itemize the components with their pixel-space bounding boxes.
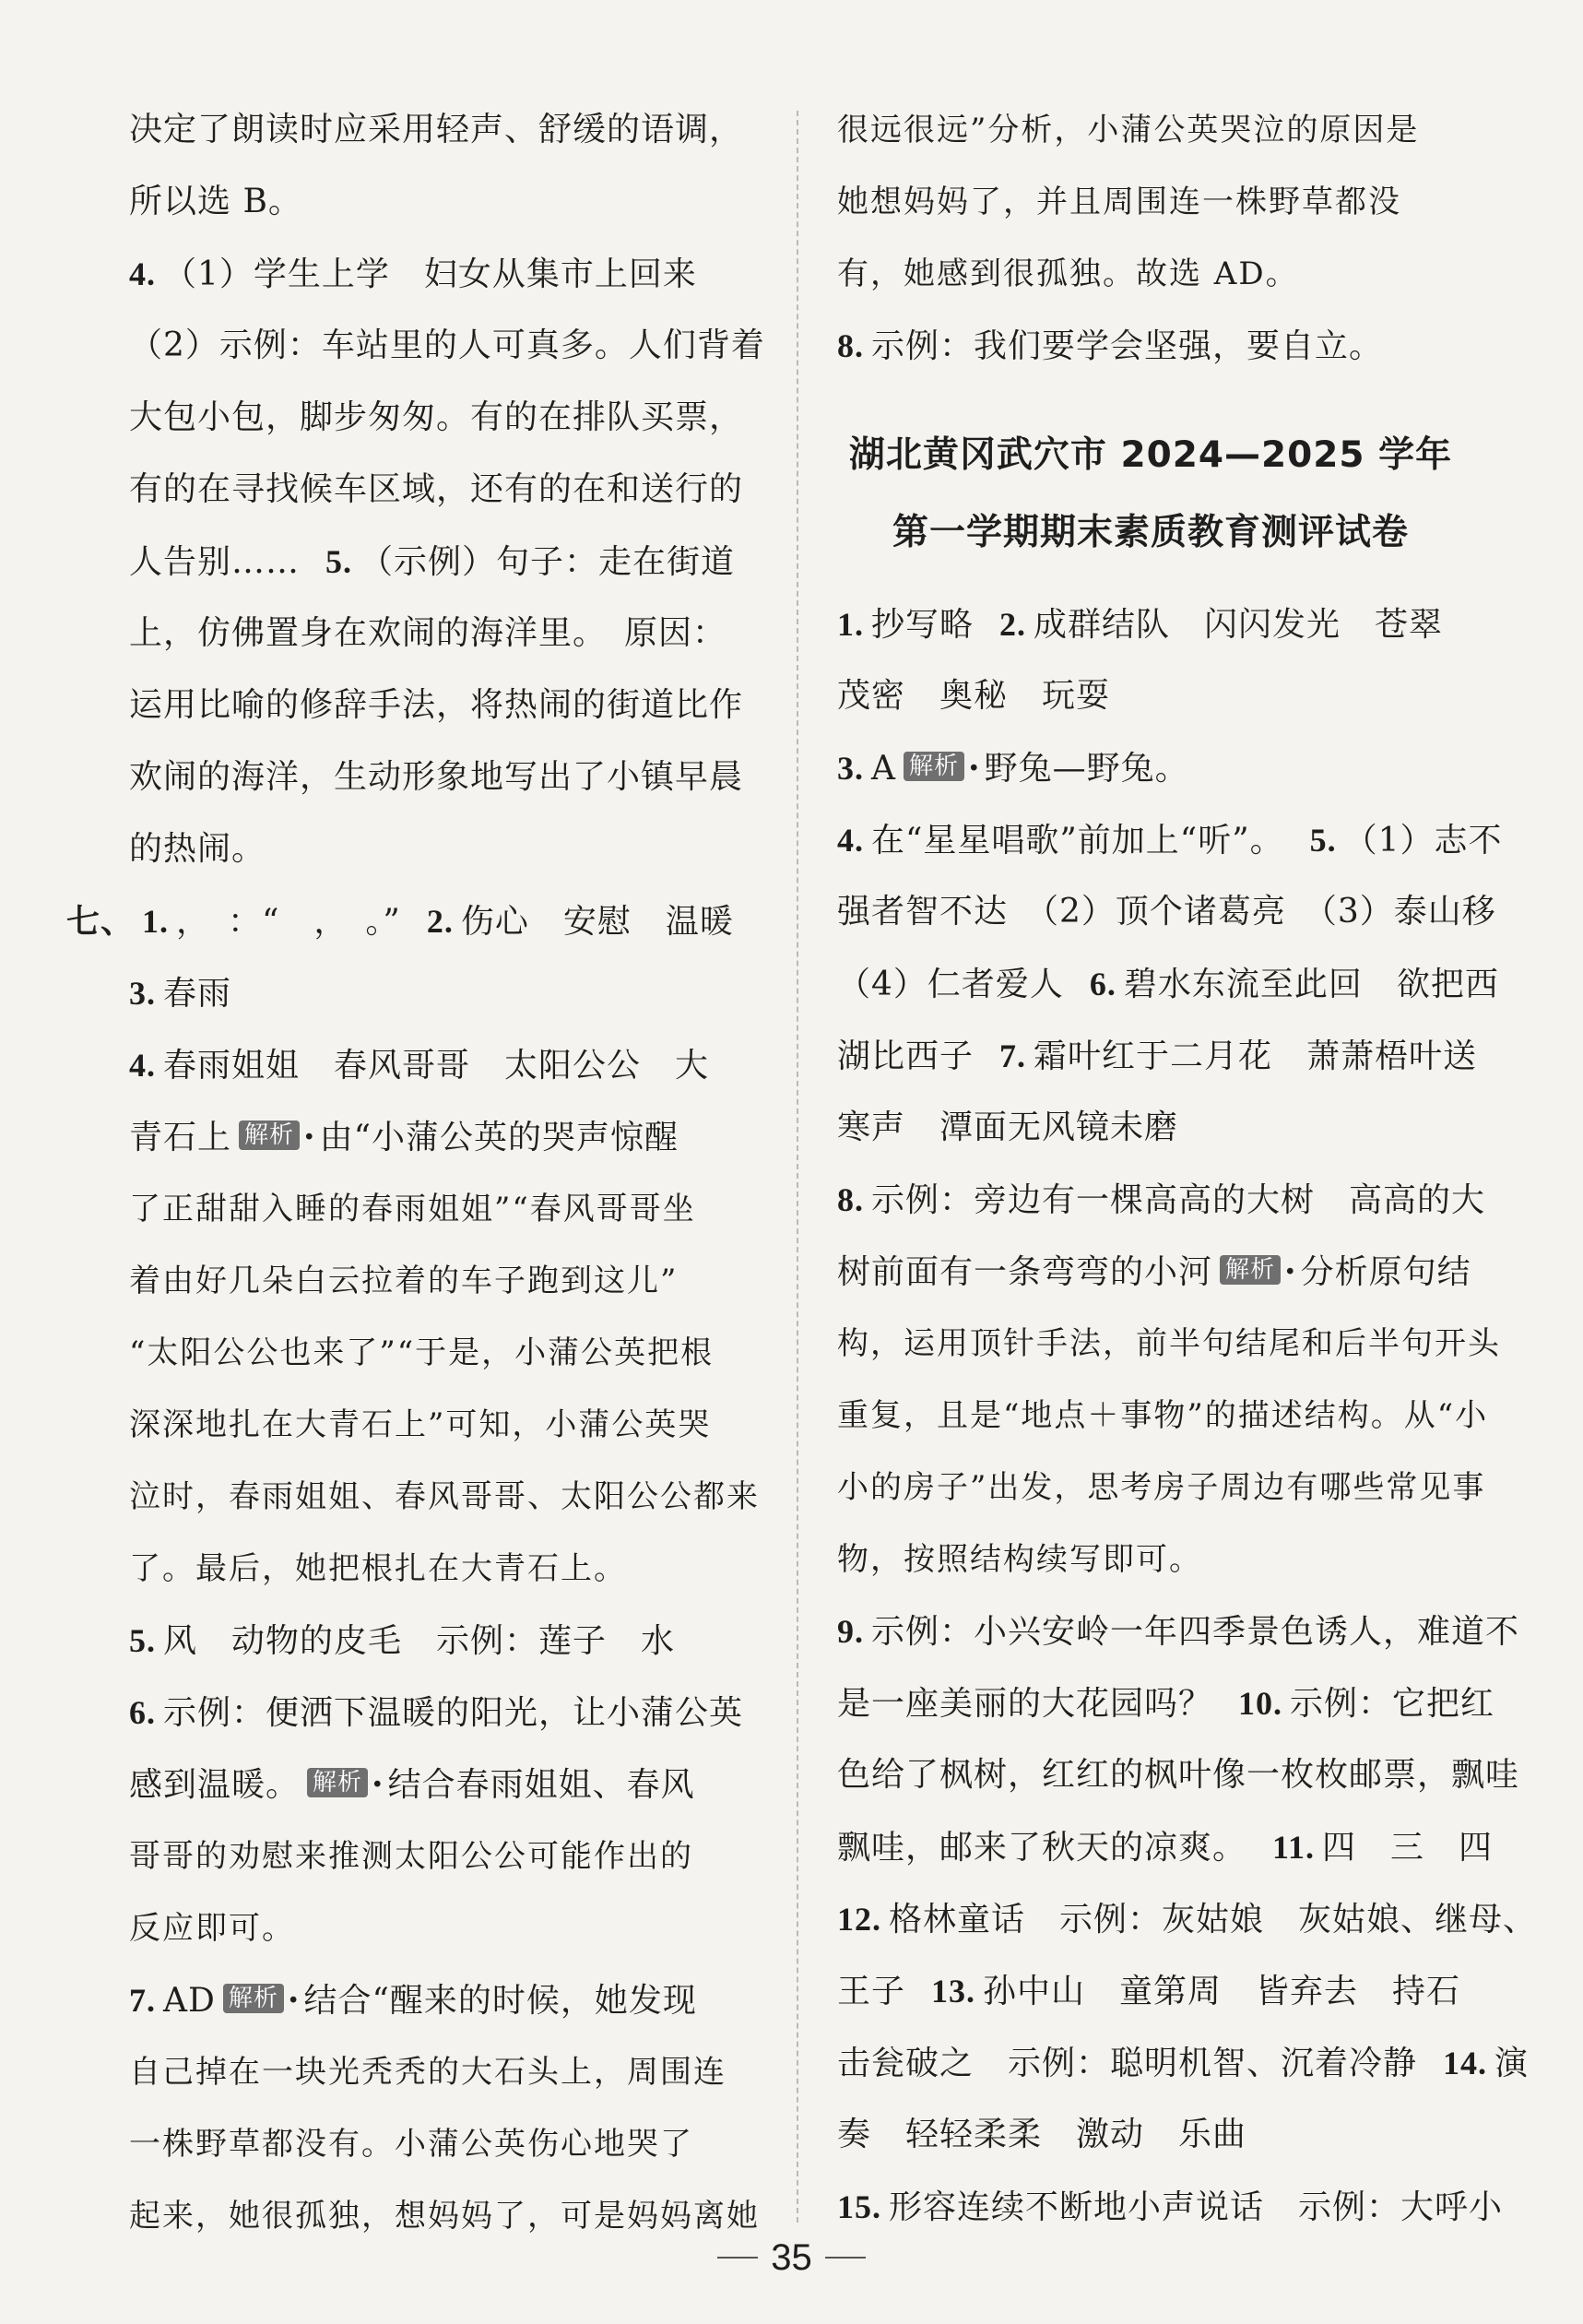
explanation-text: 了正甜甜入睡的春雨姐姐”“春风哥哥坐 (129, 1191, 696, 1227)
text-line (837, 670, 1464, 741)
explanation-text: 野兔—野兔。 (984, 750, 1189, 788)
analysis-badge: 解析 (239, 1120, 300, 1150)
text-line (837, 1892, 1538, 1964)
answer-text: 运用比喻的修辞手法，将热闹的街道比作 (129, 686, 744, 724)
answer-text: 有的在寻找候车区域，还有的在和送行的 (129, 470, 744, 508)
question-number: 7. (999, 1038, 1027, 1074)
text-line (129, 1470, 760, 1542)
question-number: 15. (837, 2188, 881, 2225)
text-line (837, 1533, 1464, 1605)
answer-text: AD (163, 1982, 216, 2020)
text-line (837, 598, 1464, 670)
text-line (837, 247, 1464, 319)
answer-text: 示例：它把红 (1290, 1685, 1495, 1723)
text-line (129, 966, 756, 1038)
question-number: 8. (837, 1181, 864, 1218)
answer-text: 茂密 奥秘 玩耍 (837, 677, 1111, 715)
text-line (129, 1542, 756, 1614)
answer-text: 强者智不达 （2）顶个诸葛亮 （3）泰山移 (837, 893, 1496, 931)
text-line (129, 175, 756, 247)
answer-text: 伤心 安慰 温暖 (460, 903, 734, 941)
question-number: 1. (837, 606, 864, 643)
text-line (129, 103, 756, 175)
answer-text: 击瓮破之 示例：聪明机智、沉着冷静 (837, 2045, 1418, 2082)
answer-text: 形容连续不断地小声说话 示例：大呼小 (889, 2188, 1504, 2226)
explanation-text: 了。最后，她把根扎在大青石上。 (129, 1550, 627, 1587)
answer-text: 飘哇，邮来了秋天的凉爽。 (837, 1829, 1247, 1867)
text-line (129, 1974, 756, 2045)
text-line (129, 1398, 756, 1470)
answer-text: 大包小包，脚步匆匆。有的在排队买票， (129, 398, 744, 436)
text-line (129, 1686, 756, 1758)
answer-text: 人告别…… (129, 543, 301, 581)
answer-text: 欢闹的海洋，生动形象地写出了小镇早晨 (129, 758, 744, 796)
text-line (837, 2036, 1530, 2108)
text-line (129, 319, 765, 391)
explanation-text: 结合“醒来的时候，她发现 (303, 1982, 697, 2020)
text-line (837, 1677, 1495, 1749)
analysis-badge: 解析 (223, 1984, 284, 2013)
answer-text: （示例）句子：走在街道 (360, 543, 736, 581)
answer-text: 风 动物的皮毛 示例：莲子 水 (163, 1622, 676, 1660)
text-line (837, 175, 1464, 247)
analysis-badge: 解析 (1220, 1255, 1281, 1285)
question-number: 12. (837, 1901, 881, 1938)
right-column-top (837, 103, 1464, 391)
text-line (129, 607, 756, 679)
answer-text: 示例：便洒下温暖的阳光，让小蒲公英 (163, 1694, 744, 1732)
question-number: 1. (142, 903, 170, 940)
text-line (837, 1820, 1494, 1892)
explanation-text: 结合春雨姐姐、春风 (387, 1766, 695, 1804)
page-number-right-dash (825, 2257, 866, 2259)
badge-dot: · (287, 1981, 301, 2020)
text-line (129, 1614, 756, 1686)
text-line (837, 885, 1496, 957)
text-line (837, 1029, 1478, 1101)
answer-text: 四 三 四 (1322, 1829, 1494, 1867)
question-number: 3. (129, 975, 156, 1012)
text-line (837, 1964, 1464, 2036)
text-line (837, 741, 1464, 813)
answer-text: 演 (1494, 2045, 1530, 2082)
text-line (129, 1758, 756, 1830)
answer-text: （1）志不 (1343, 822, 1503, 860)
answer-text: （2）示例：车站里的人可真多。人们背着 (129, 326, 765, 364)
text-line (129, 1182, 756, 1254)
text-line (837, 103, 1464, 175)
text-line (129, 391, 756, 463)
question-number: 2. (426, 903, 454, 940)
explanation-text: 有，她感到很孤独。故选 AD。 (837, 255, 1299, 292)
explanation-text: 重复，且是“地点＋事物”的描述结构。从“小 (837, 1397, 1489, 1434)
explanation-text: 深深地扎在大青石上”可知，小蒲公英哭 (129, 1406, 712, 1443)
answer-text: 春雨姐姐 春风哥哥 太阳公公 大 (163, 1047, 710, 1085)
section-title-line-1: 湖北黄冈武穴市 2024—2025 学年 (848, 434, 1453, 476)
answer-text: 色给了枫树，红红的枫叶像一枚枚邮票，飘哇 (837, 1756, 1520, 1794)
answer-text: 寒声 潭面无风镜未磨 (837, 1109, 1179, 1146)
question-number: 3. (837, 750, 864, 787)
page-number-value: 35 (771, 2237, 812, 2278)
page-number (0, 2230, 1583, 2285)
answer-text: 碧水东流至此回 欲把西 (1123, 966, 1499, 1003)
analysis-badge: 解析 (904, 752, 964, 781)
answer-text: 所以选 B。 (129, 183, 302, 220)
question-number: 5. (1309, 822, 1337, 859)
text-line (837, 1389, 1489, 1461)
question-number: 11. (1272, 1829, 1316, 1866)
text-line (129, 823, 756, 895)
text-line (129, 463, 756, 535)
question-number: 10. (1238, 1685, 1283, 1722)
text-line (129, 535, 756, 607)
text-line (129, 247, 756, 319)
badge-dot: · (968, 749, 981, 788)
explanation-text: 哥哥的劝慰来推测太阳公公可能作出的 (129, 1838, 693, 1875)
answer-text: （1）学生上学 妇女从集市上回来 (163, 255, 697, 293)
text-line (837, 1749, 1520, 1820)
text-line (837, 1173, 1486, 1245)
answer-text: 格林童话 示例：灰姑娘 灰姑娘、继母、 (889, 1901, 1538, 1939)
section-title-line-2: 第一学期期末素质教育测评试卷 (892, 512, 1409, 553)
text-line (129, 1326, 756, 1398)
text-line (129, 1254, 756, 1326)
question-number: 8. (837, 327, 864, 364)
text-line (837, 1605, 1520, 1677)
answer-text: 示例：我们要学会坚强，要自立。 (871, 327, 1384, 365)
text-line (129, 1830, 756, 1902)
answer-text: 树前面有一条弯弯的小河 (837, 1253, 1213, 1291)
answer-text: 奏 轻轻柔柔 激动 乐曲 (837, 2116, 1247, 2153)
explanation-text: 一株野草都没有。小蒲公英伤心地哭了 (129, 2126, 693, 2163)
explanation-text: 着由好几朵白云拉着的车子跑到这儿” (129, 1263, 679, 1299)
answer-text: 感到温暖。 (129, 1766, 301, 1804)
answer-text: 成群结队 闪闪发光 苍翠 (1034, 606, 1444, 644)
answer-text: 是一座美丽的大花园吗？ (837, 1685, 1213, 1723)
section-marker: 七、 (66, 903, 136, 940)
explanation-text: 她想妈妈了，并且周围连一株野草都没 (837, 184, 1401, 220)
explanation-text: 由“小蒲公英的哭声惊醒 (319, 1119, 679, 1156)
text-line (837, 1317, 1501, 1389)
explanation-text: 很远很远”分析，小蒲公英哭泣的原因是 (837, 112, 1420, 148)
answer-text: 抄写略 (871, 606, 975, 644)
explanation-text: 自己掉在一块光秃秃的大石头上，周围连 (129, 2054, 727, 2091)
text-line (129, 751, 756, 823)
answer-text: 青石上 (129, 1119, 232, 1156)
question-number: 5. (129, 1622, 156, 1659)
answer-text: 上，仿佛置身在欢闹的海洋里。 原因： (129, 614, 727, 652)
answer-text: 示例：小兴安岭一年四季景色诱人，难道不 (871, 1613, 1520, 1651)
question-number: 5. (325, 543, 353, 580)
explanation-text: 分析原句结 (1300, 1253, 1471, 1291)
explanation-text: 物，按照结构续写即可。 (837, 1541, 1202, 1578)
answer-text: 春雨 (163, 975, 232, 1013)
text-line (129, 1110, 756, 1182)
text-line (837, 813, 1503, 885)
right-column-bottom (837, 598, 1538, 2252)
answer-text: ， ：“ ， 。” (176, 903, 401, 941)
question-number: 4. (129, 1047, 156, 1084)
explanation-text: 反应即可。 (129, 1910, 295, 1947)
text-line (129, 679, 756, 751)
text-line (129, 1902, 756, 1974)
badge-dot: · (372, 1765, 384, 1804)
answer-text: 湖比西子 (837, 1038, 975, 1075)
text-line (837, 1245, 1471, 1317)
question-number: 2. (999, 606, 1027, 643)
question-number: 6. (1089, 966, 1116, 1002)
explanation-text: “太阳公公也来了”“于是，小蒲公英把根 (129, 1334, 715, 1371)
page-number-left-dash (717, 2257, 758, 2259)
answer-text: 示例：旁边有一棵高高的大树 高高的大 (871, 1181, 1486, 1219)
right-column (837, 103, 1538, 2252)
question-number: 13. (931, 1973, 976, 2010)
answer-text: 在“星星唱歌”前加上“听”。 (871, 822, 1284, 860)
answer-text: 王子 (837, 1973, 906, 2010)
text-line (129, 2045, 756, 2117)
text-line (837, 1461, 1486, 1533)
explanation-text: 起来，她很孤独，想妈妈了，可是妈妈离她 (129, 2198, 760, 2235)
text-line (66, 895, 756, 966)
question-number: 7. (129, 1982, 156, 2019)
badge-dot: · (1284, 1252, 1297, 1291)
text-line (129, 1038, 756, 1110)
answer-text: A (871, 750, 896, 788)
text-line (837, 957, 1499, 1029)
text-line (837, 2108, 1464, 2180)
question-number: 9. (837, 1613, 864, 1650)
question-number: 14. (1443, 2045, 1488, 2081)
answer-text: 霜叶红于二月花 萧萧梧叶送 (1034, 1038, 1478, 1075)
text-line (129, 2117, 756, 2189)
answer-text: 的热闹。 (129, 830, 266, 868)
question-number: 4. (837, 822, 864, 859)
column-divider (797, 111, 798, 2223)
answer-text: 决定了朗读时应采用轻声、舒缓的语调， (129, 111, 744, 148)
explanation-text: 构，运用顶针手法，前半句结尾和后半句开头 (837, 1325, 1501, 1362)
explanation-text: 小的房子”出发，思考房子周边有哪些常见事 (837, 1469, 1486, 1506)
answer-text: 孙中山 童第周 皆弃去 持石 (983, 1973, 1461, 2010)
text-line (837, 319, 1464, 391)
badge-dot: · (303, 1118, 316, 1156)
left-column (66, 103, 765, 2261)
answer-text: （4）仁者爱人 (837, 966, 1064, 1003)
text-line (837, 1101, 1464, 1173)
question-number: 6. (129, 1694, 156, 1731)
question-number: 4. (129, 255, 156, 292)
explanation-text: 泣时，春雨姐姐、春风哥哥、太阳公公都来 (129, 1478, 760, 1515)
analysis-badge: 解析 (307, 1768, 368, 1797)
